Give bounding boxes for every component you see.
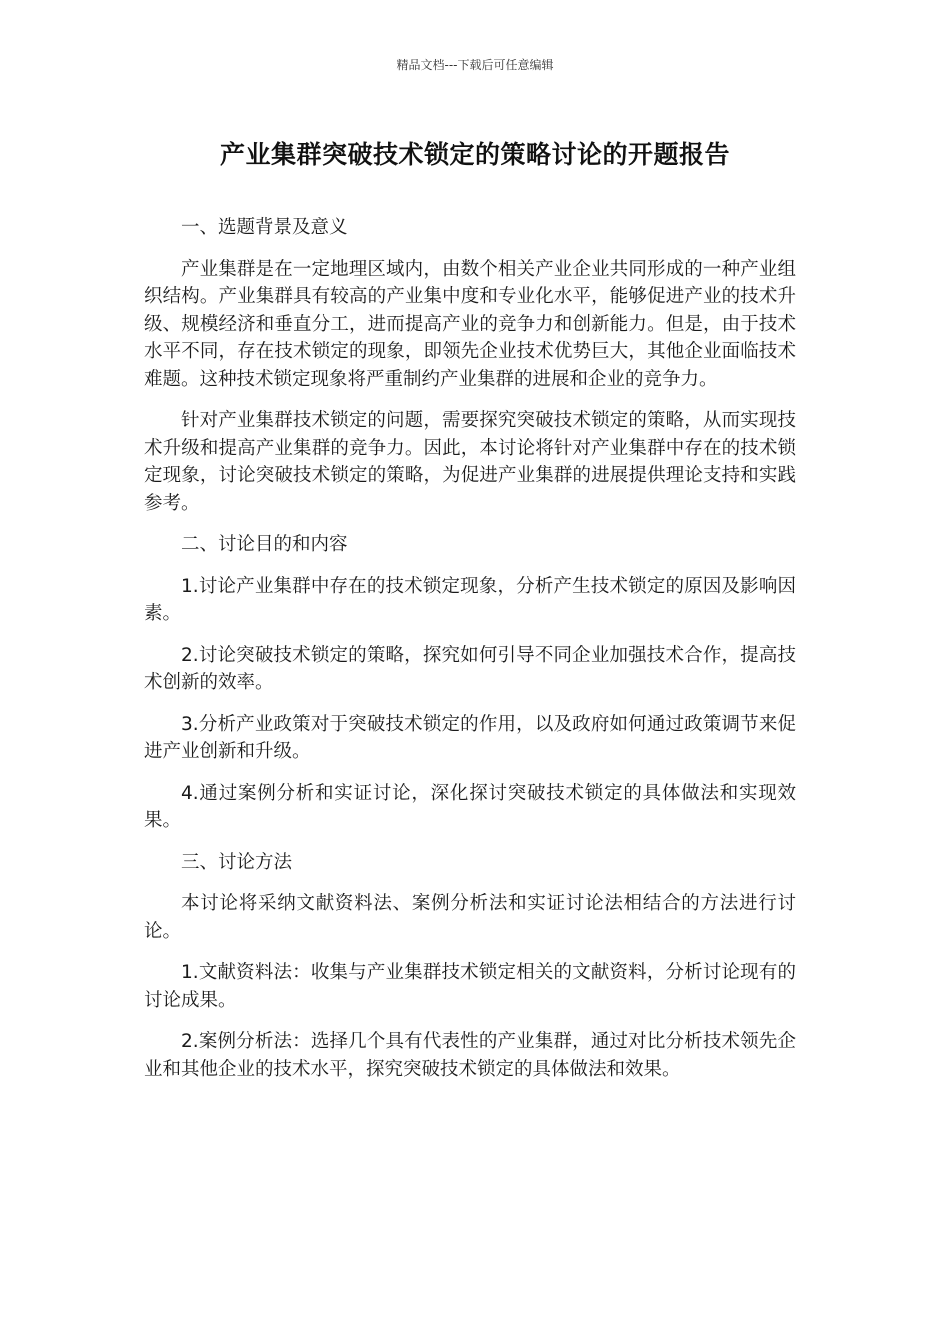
method-item-2: 2.案例分析法：选择几个具有代表性的产业集群，通过对比分析技术领先企业和其他企业的技术水平，探究突破技术锁定的具体做法和效果。 [144, 1031, 796, 1080]
objective-item-3: 3.分析产业政策对于突破技术锁定的作用，以及政府如何通过政策调节来促进产业创新和升级。 [144, 713, 796, 762]
objective-item-4: 4.通过案例分析和实证讨论，深化探讨突破技术锁定的具体做法和实现效果。 [144, 782, 796, 831]
document-title: 产业集群突破技术锁定的策略讨论的开题报告 [219, 140, 730, 169]
page-header: 精品文档---下载后可任意编辑 [396, 58, 554, 72]
method-item-1: 1.文献资料法：收集与产业集群技术锁定相关的文献资料，分析讨论现有的讨论成果。 [144, 962, 796, 1011]
document-body [144, 214, 796, 1097]
section-heading-methods: 三、讨论方法 [181, 851, 293, 873]
section-heading-objectives: 二、讨论目的和内容 [181, 534, 348, 555]
paragraph-methods-intro: 本讨论将采纳文献资料法、案例分析法和实证讨论法相结合的方法进行讨论。 [144, 893, 796, 942]
paragraph-background-2: 针对产业集群技术锁定的问题，需要探究突破技术锁定的策略，从而实现技术升级和提高产业集群的竞争力。因此，本讨论将针对产业集群中存在的技术锁定现象，讨论突破技术锁定的策略，为促进产业集群的进展提供理论支持和实践参考。 [144, 410, 796, 514]
section-heading-background: 一、选题背景及意义 [181, 217, 348, 238]
paragraph-background-1: 产业集群是在一定地理区域内，由数个相关产业企业共同形成的一种产业组织结构。产业集群具有较高的产业集中度和专业化水平，能够促进产业的技术升级、规模经济和垂直分工，进而提高产业的竞争力和创新能力。但是，由于技术水平不同，存在技术锁定的现象，即领先企业技术优势巨大，其他企业面临技术难题。这种技术锁定现象将严重制约产业集群的进展和企业的竞争力。 [144, 258, 796, 390]
objective-item-1: 1.讨论产业集群中存在的技术锁定现象，分析产生技术锁定的原因及影响因素。 [144, 575, 796, 624]
objective-item-2: 2.讨论突破技术锁定的策略，探究如何引导不同企业加强技术合作，提高技术创新的效率。 [144, 644, 796, 693]
